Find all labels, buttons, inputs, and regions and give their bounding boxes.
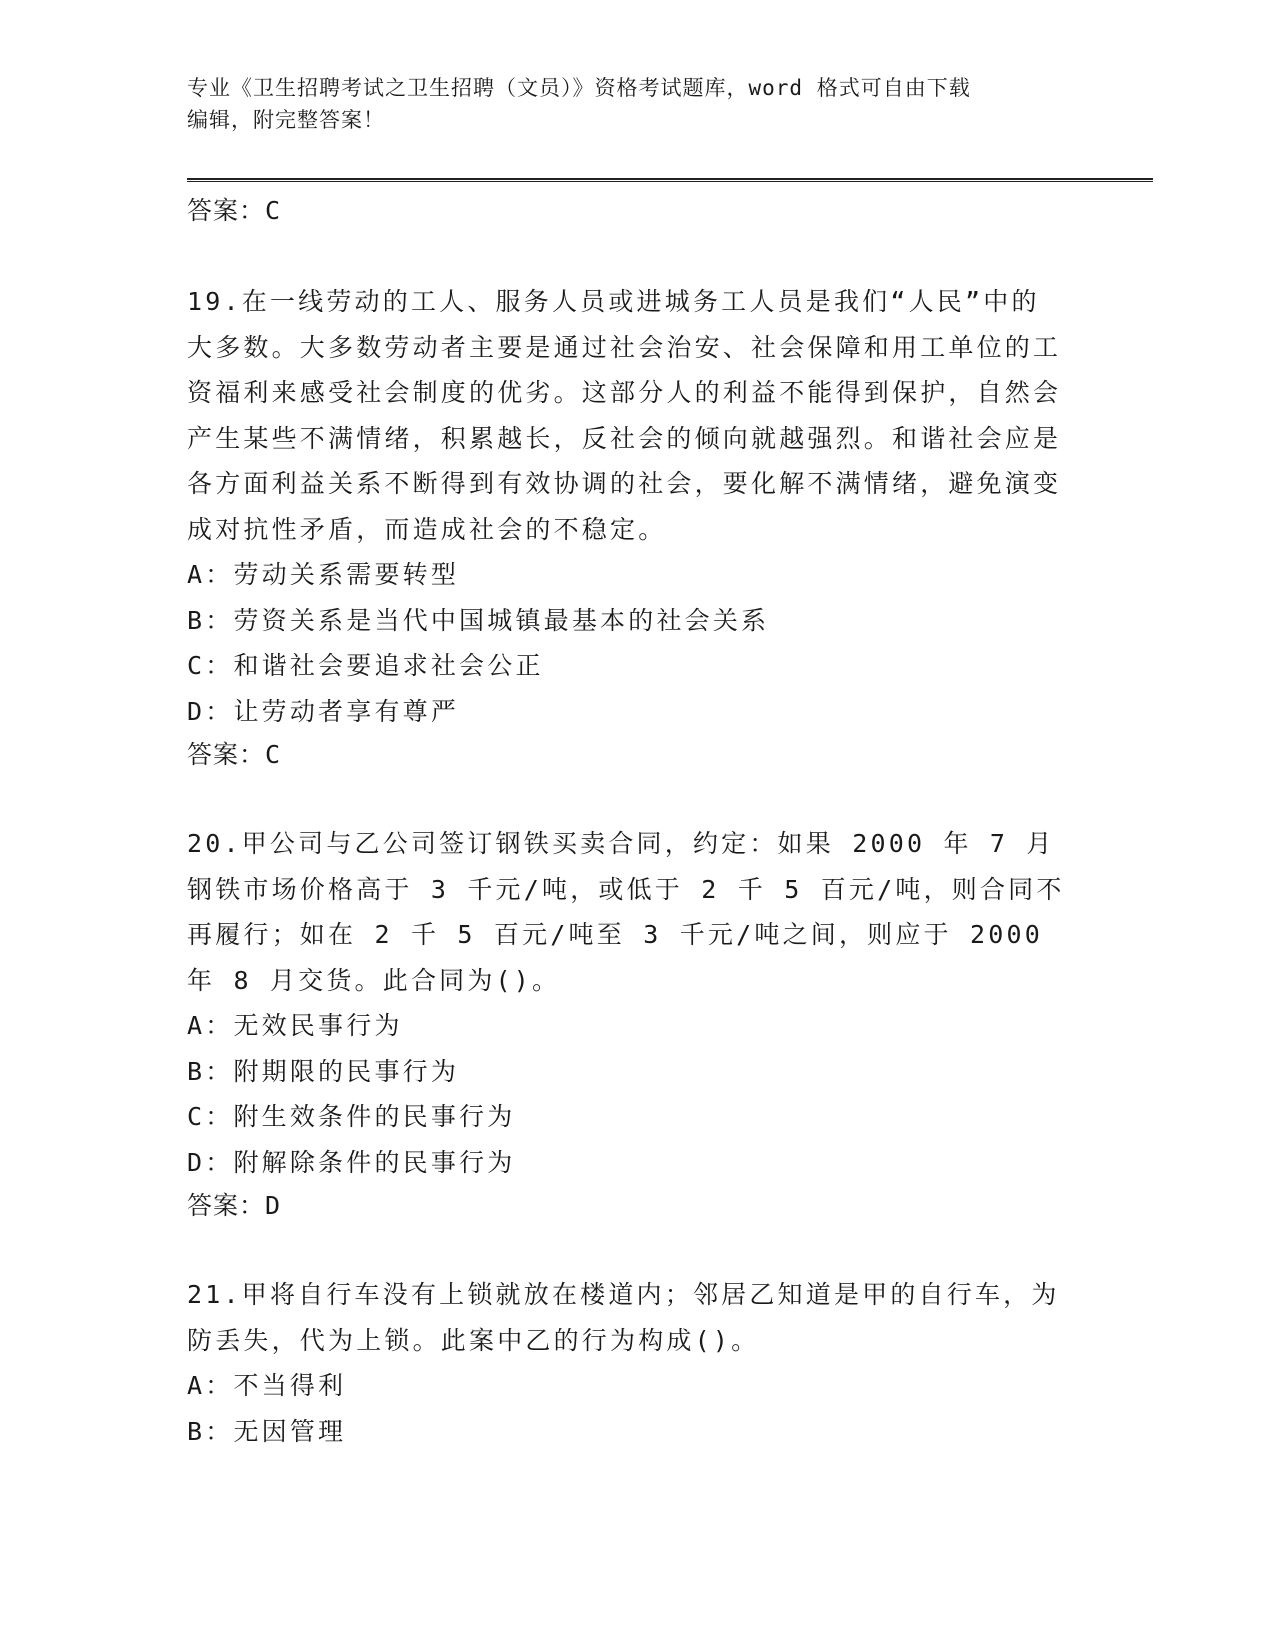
option-b: B：劳资关系是当代中国城镇最基本的社会关系 [187,605,770,635]
option-d: D：附解除条件的民事行为 [187,1147,516,1177]
option-d: D：让劳动者享有尊严 [187,696,460,726]
option-a: A：无效民事行为 [187,1011,403,1040]
option-c: C：附生效条件的民事行为 [187,1102,516,1131]
answer-label: 答案：C [187,740,282,769]
document-header: 专业《卫生招聘考试之卫生招聘（文员）》资格考试题库，word 格式可自由下载 编辑，附完整答案！ [187,76,971,132]
question-block [187,1272,1067,1454]
question-block [187,821,1067,1227]
document-body [187,188,1067,1454]
answer-label: 答案：C [187,196,282,225]
header-divider [187,178,1153,182]
option-a: A：不当得利 [187,1371,347,1400]
question-text: 19.在一线劳动的工人、服务人员或进城务工人员是我们“人民”中的大多数。大多数劳动者主要是通过社会治安、社会保障和用工单位的工资福利来感受社会制度的优劣。这部分人的利益不能得到保护，自然会产生某些不满情绪，积累越长，反社会的倾向就越强烈。和谐社会应是各方面利益关系不断得到有效协调的社会，要化解不满情绪，避免演变成对抗性矛盾，而造成社会的不稳定。 [187,287,1062,544]
option-c: C：和谐社会要追求社会公正 [187,651,544,680]
option-a: A：劳动关系需要转型 [187,560,460,589]
answer-label: 答案：D [187,1191,282,1220]
question-text: 20.甲公司与乙公司签订钢铁买卖合同，约定：如果 2000 年 7 月钢铁市场价格高于 3 千元/吨，或低于 2 千 5 百元/吨，则合同不再履行；如在 2 千 5 百元/吨至 3 千元/吨之间，则应于 2000 年 8 月交货。此合同为()。 [187,829,1065,995]
option-b: B：附期限的民事行为 [187,1056,460,1086]
option-b: B：无因管理 [187,1416,347,1446]
question-text: 21.甲将自行车没有上锁就放在楼道内；邻居乙知道是甲的自行车，为防丢失，代为上锁。此案中乙的行为构成()。 [187,1280,1060,1355]
question-block [187,279,1067,776]
